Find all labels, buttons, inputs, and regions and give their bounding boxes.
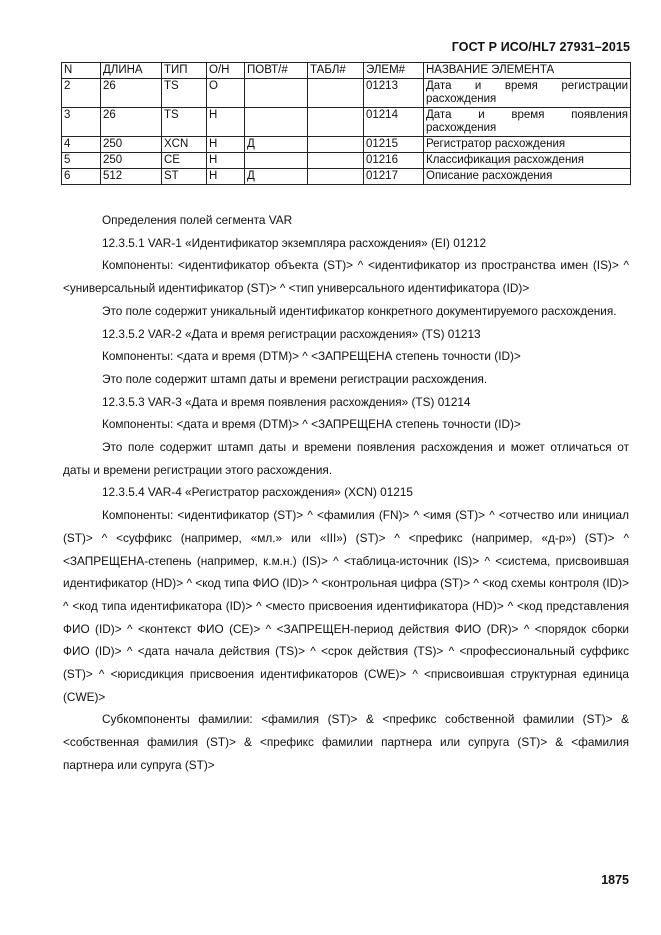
table-cell: TS	[162, 79, 207, 108]
field-heading: 12.3.5.2 VAR-2 «Дата и время регистрации расхождения» (TS) 01213	[102, 326, 481, 341]
table-row	[62, 169, 631, 185]
table-cell: Регистратор расхождения	[424, 137, 631, 153]
table-row	[62, 137, 631, 153]
table-cell: 26	[101, 108, 162, 137]
table-cell: Дата и время появления расхождения	[424, 108, 631, 137]
table-cell: 26	[101, 79, 162, 108]
table-cell	[245, 108, 308, 137]
table-cell: 5	[62, 153, 101, 169]
table-cell	[308, 137, 364, 153]
field-heading: 12.3.5.1 VAR-1 «Идентификатор экземпляра расхождения» (EI) 01212	[102, 235, 487, 250]
column-header: N	[62, 63, 101, 79]
column-header: О/Н	[207, 63, 245, 79]
table-cell: Д	[245, 169, 308, 185]
column-header: ПОВТ/#	[245, 63, 308, 79]
table-cell: Н	[207, 108, 245, 137]
table-cell: 2	[62, 79, 101, 108]
table-row	[62, 79, 631, 108]
body-paragraph: Компоненты: <дата и время (DTM)> ^ <ЗАПРЕЩЕНА степень точности (ID)>	[102, 349, 521, 364]
document-body	[63, 209, 629, 777]
table-cell: О	[207, 79, 245, 108]
body-paragraph: Это поле содержит штамп даты и времени регистрации расхождения.	[102, 371, 488, 386]
table-cell: 01216	[364, 153, 424, 169]
document-header: ГОСТ Р ИСО/HL7 27931–2015	[451, 40, 630, 54]
table-cell: Н	[207, 169, 245, 185]
field-heading: 12.3.5.3 VAR-3 «Дата и время появления расхождения» (TS) 01214	[102, 394, 471, 409]
table-cell: 250	[101, 137, 162, 153]
body-paragraph: Компоненты: <идентификатор (ST)> ^ <фамилия (FN)> ^ <имя (ST)> ^ <отчество или инициал (ST)> ^ <суффикс (например, «мл.» или «III») (ST)> ^ <префикс (например, «д-р») (ST)> ^ <ЗАПРЕЩЕНА-степень (например, к.м.н.) (IS)> ^ <таблица-источник (IS)> ^ <система, присвоившая идентификатор (HD)> ^ <код типа ФИО (ID)> ^ <контрольная цифра (ST)> ^ <код схемы контроля (ID)> ^ <код типа идентификатора (ID)> ^ <место присвоения идентификатора (HD)> ^ <код представления ФИО (ID)> ^ <контекст ФИО (CE)> ^ <ЗАПРЕЩЕН-период действия ФИО (DR)> ^ <порядок сборки ФИО (ID)> ^ <дата начала действия (TS)> ^ <срок действия (TS)> ^ <профессиональный суффикс (ST)> ^ <юрисдикция присвоения идентификаторов (CWE)> ^ <присвоившая структурная единица (CWE)>	[63, 508, 629, 704]
table-cell: CE	[162, 153, 207, 169]
column-header: ТИП	[162, 63, 207, 79]
table-cell: Классификация расхождения	[424, 153, 631, 169]
column-header: ТАБЛ#	[308, 63, 364, 79]
table-cell	[308, 153, 364, 169]
segment-fields-table	[61, 62, 631, 185]
table-row	[62, 153, 631, 169]
column-header: ЭЛЕМ#	[364, 63, 424, 79]
table-cell	[308, 169, 364, 185]
table-cell	[245, 79, 308, 108]
column-header: НАЗВАНИЕ ЭЛЕМЕНТА	[424, 63, 631, 79]
body-paragraph: Субкомпоненты фамилии: <фамилия (ST)> & <префикс собственной фамилии (ST)> & <собственная фамилия (ST)> & <префикс фамилии партнера или супруга (ST)> & <фамилия партнера или супруга (ST)>	[63, 712, 629, 772]
body-paragraph: Компоненты: <идентификатор объекта (ST)> ^ <идентификатор из пространства имен (IS)> ^ <универсальный идентификатор (ST)> ^ <тип универсального идентификатора (ID)>	[63, 258, 629, 296]
table-cell: 3	[62, 108, 101, 137]
table-cell: 01215	[364, 137, 424, 153]
table-cell: XCN	[162, 137, 207, 153]
table-cell: Н	[207, 153, 245, 169]
table-cell: 512	[101, 169, 162, 185]
table-cell: Описание расхождения	[424, 169, 631, 185]
body-paragraph: Это поле содержит уникальный идентификатор конкретного документируемого расхождения.	[102, 303, 617, 318]
table-header-row	[62, 63, 631, 79]
table-row	[62, 108, 631, 137]
table-cell	[245, 153, 308, 169]
section-heading: Определения полей сегмента VAR	[102, 213, 293, 227]
body-paragraph: Компоненты: <дата и время (DTM)> ^ <ЗАПРЕЩЕНА степень точности (ID)>	[102, 417, 521, 432]
table-cell	[308, 79, 364, 108]
table-cell: 01213	[364, 79, 424, 108]
table-cell: 4	[62, 137, 101, 153]
table-cell: Дата и время регистрации расхождения	[424, 79, 631, 108]
table-cell: 250	[101, 153, 162, 169]
page-number: 1875	[601, 873, 629, 887]
table-cell: TS	[162, 108, 207, 137]
table-cell: 01217	[364, 169, 424, 185]
table-cell: Н	[207, 137, 245, 153]
column-header: ДЛИНА	[101, 63, 162, 79]
table-cell: ST	[162, 169, 207, 185]
table-cell: 6	[62, 169, 101, 185]
table-cell: 01214	[364, 108, 424, 137]
field-heading: 12.3.5.4 VAR-4 «Регистратор расхождения» (XCN) 01215	[102, 485, 413, 500]
table-cell: Д	[245, 137, 308, 153]
table-cell	[308, 108, 364, 137]
body-paragraph: Это поле содержит штамп даты и времени появления расхождения и может отличаться от даты и времени регистрации этого расхождения.	[63, 440, 629, 477]
